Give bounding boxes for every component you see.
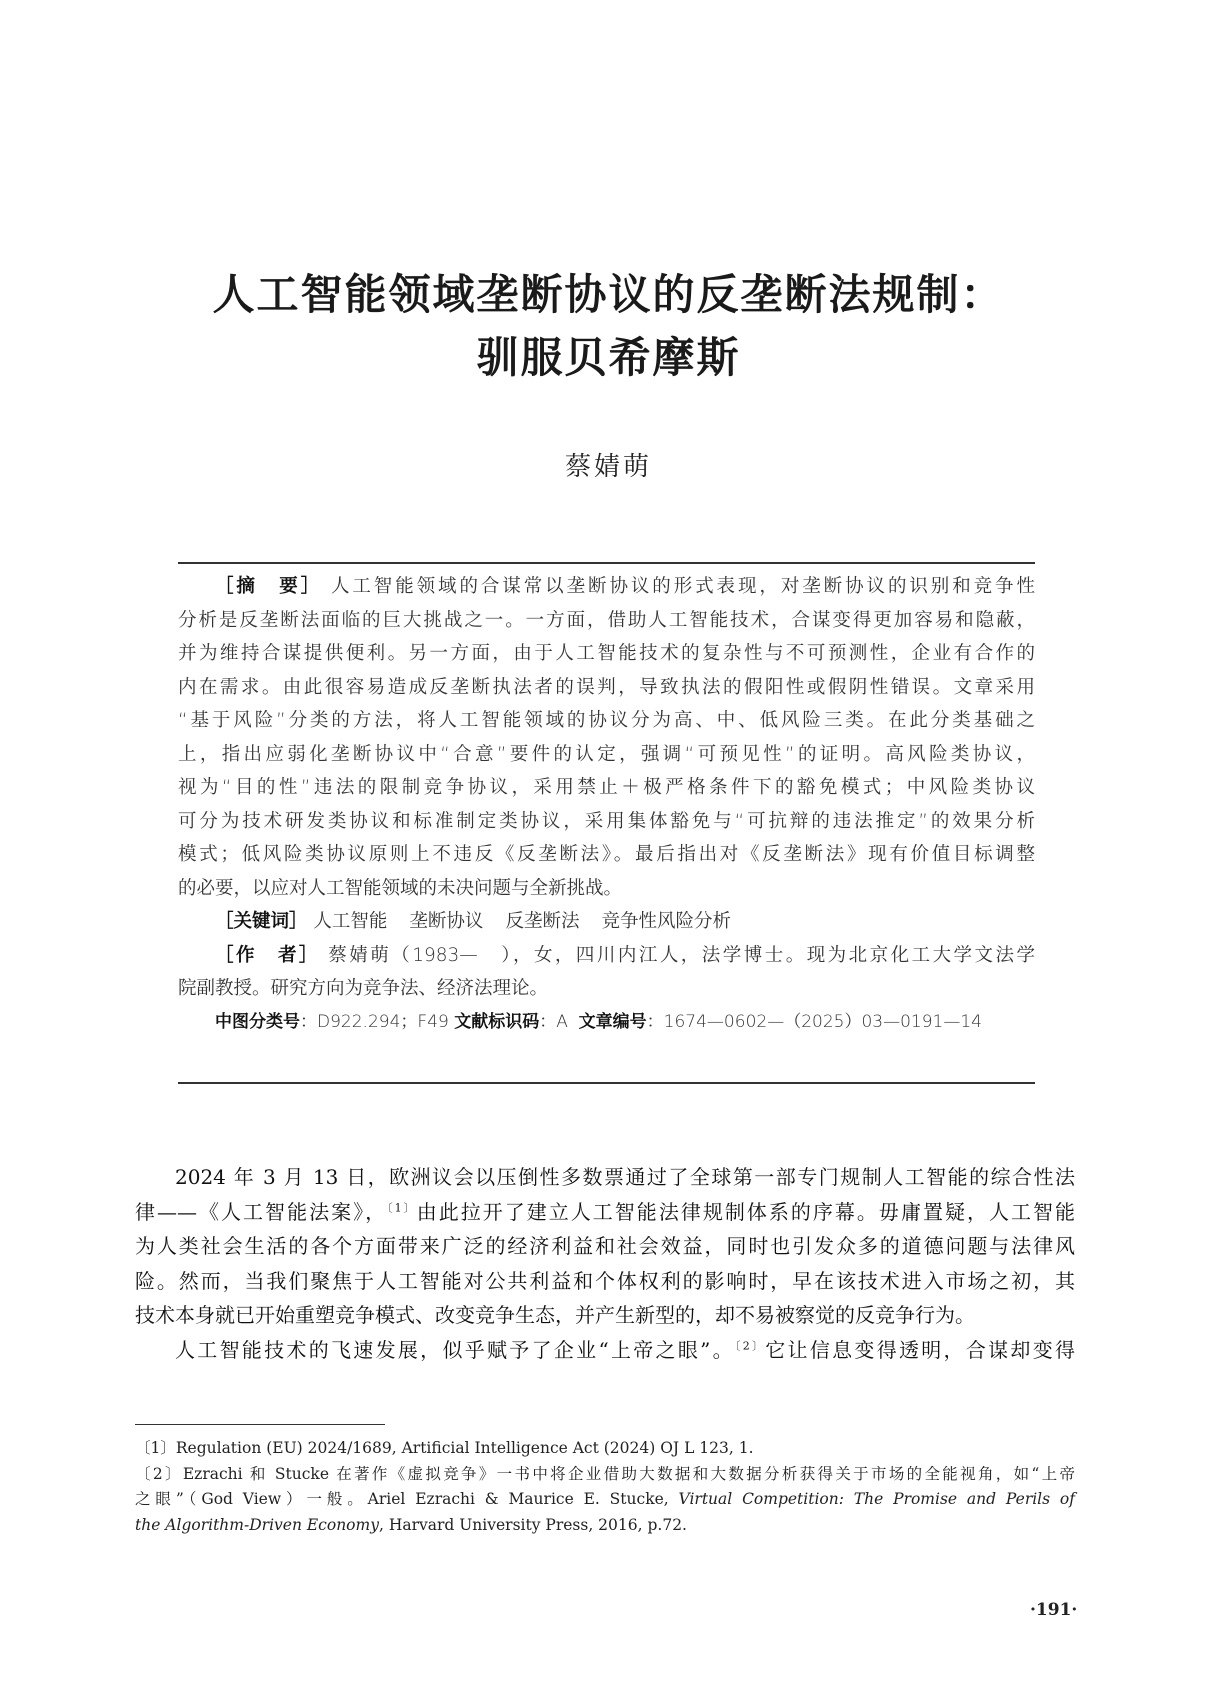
keyword: 竞争性风险分析: [601, 911, 731, 932]
body-line: 2024 年 3 月 13 日，欧洲议会以压倒性多数票通过了全球第一部专门规制人工智能的综合性法: [175, 1165, 1075, 1189]
abstract-block: [178, 570, 1035, 1039]
footnote-2-line2: [135, 1487, 1075, 1513]
author-name: 蔡婧萌: [564, 452, 652, 482]
fn-text: 之眼”（God View）一般。Ariel Ezrachi & Maurice E. Stucke,: [135, 1490, 679, 1508]
footnote-rule: [135, 1424, 385, 1425]
fn-book-title: the Algorithm-Driven Economy: [135, 1515, 379, 1534]
abstract-line: 可分为技术研发类协议和标准制定类协议，采用集体豁免与“可抗辩的违法推定”的效果分析: [178, 810, 1035, 832]
abstract-line: 并为维持合谋提供便利。另一方面，由于人工智能技术的复杂性与不可预测性，企业有合作的: [178, 643, 1035, 664]
body-text: [135, 1160, 1075, 1367]
author-info-line2: 院副教授。研究方向为竞争法、经济法理论。: [178, 978, 549, 999]
abstract-line: 分析是反垄断法面临的巨大挑战之一。一方面，借助人工智能技术，合谋变得更加容易和隐蔽，: [178, 609, 1035, 631]
footnote-2-line3: [135, 1513, 1075, 1539]
top-rule: [178, 562, 1035, 564]
body-text-span: 由此拉开了建立人工智能法律规制体系的序幕。毋庸置疑，人工智能: [416, 1199, 1076, 1224]
abstract-line: 上，指出应弱化垄断协议中“合意”要件的认定，强调“可预见性”的证明。高风险类协议，: [178, 743, 1035, 765]
abstract-label: ［摘 要］: [215, 576, 323, 597]
fn-book-title: Virtual Competition: The Promise and Perils of: [678, 1490, 1076, 1508]
keyword: 反垄断法: [505, 911, 580, 932]
footnote-1: 〔1〕Regulation (EU) 2024/1689, Artificial Intelligence Act (2024) OJ L 123, 1.: [135, 1439, 754, 1457]
keyword: 人工智能: [313, 911, 388, 932]
abstract-line: 模式；低风险类协议原则上不违反《反垄断法》。最后指出对《反垄断法》现有价值目标调整: [178, 844, 1035, 865]
author-info-text: 蔡婧萌（1983— ），女，四川内江人，法学博士。现为北京化工大学文法学: [328, 944, 1035, 966]
fn-text: , Harvard University Press, 2016, p.72.: [378, 1515, 687, 1534]
abstract-line: 的必要，以应对人工智能领域的未决问题与全新挑战。: [178, 877, 623, 899]
body-text-span: 人工智能技术的飞速发展，似乎赋予了企业“上帝之眼”。: [175, 1337, 735, 1362]
footnote-ref-1[interactable]: 〔1〕: [387, 1200, 417, 1214]
clc-label: 中图分类号: [215, 1011, 300, 1032]
classification-line: [178, 1006, 1035, 1040]
footnote-ref-2[interactable]: 〔2〕: [734, 1338, 766, 1352]
doc-code-value: ：A: [539, 1011, 568, 1032]
article-title-line1: 人工智能领域垄断协议的反垄断法规制：: [212, 270, 1005, 319]
body-line: 险。然而，当我们聚焦于人工智能对公共利益和个体权利的影响时，早在该技术进入市场之初，其: [135, 1268, 1075, 1293]
footnotes: [135, 1436, 1075, 1538]
keywords-label: ［关键词］: [215, 911, 308, 932]
body-line: 为人类社会生活的各个方面带来广泛的经济利益和社会效益，同时也引发众多的道德问题与法律风: [135, 1234, 1075, 1258]
article-title-line2: 驯服贝希摩斯: [476, 333, 741, 382]
clc-value: ：D922.294；F49: [300, 1011, 449, 1032]
body-line: 技术本身就已开始重塑竞争模式、改变竞争生态，并产生新型的，却不易被察觉的反竞争行为。: [135, 1303, 975, 1327]
body-text-span: 它让信息变得透明，合谋却变得: [765, 1337, 1075, 1362]
article-number-value: ：1674—0602—（2025）03—0191—14: [646, 1011, 982, 1032]
body-line: [135, 1195, 1075, 1230]
page-number: ·191·: [1030, 1600, 1078, 1620]
abstract-line: “基于风险”分类的方法，将人工智能领域的协议分为高、中、低风险三类。在此分类基础之: [178, 710, 1035, 731]
keyword: 垄断协议: [409, 911, 484, 932]
abstract-line: 内在需求。由此很容易造成反垄断执法者的误判，导致执法的假阳性或假阴性错误。文章采用: [178, 676, 1035, 698]
author-info-label: ［作 者］: [215, 944, 320, 966]
abstract-line: [178, 570, 1035, 604]
abstract-text: 人工智能领域的合谋常以垄断协议的形式表现，对垄断协议的识别和竞争性: [330, 576, 1035, 597]
keywords: [178, 905, 1035, 939]
abstract-line: 视为“目的性”违法的限制竞争协议，采用禁止＋极严格条件下的豁免模式；中风险类协议: [178, 777, 1035, 798]
footnote-2-line1: 〔2〕Ezrachi 和 Stucke 在著作《虚拟竞争》一书中将企业借助大数据和大数据分析获得关于市场的全能视角，如“上帝: [135, 1464, 1075, 1483]
body-line: [135, 1333, 1075, 1368]
doc-code-label: 文献标识码: [454, 1011, 540, 1032]
author-info: [178, 939, 1035, 973]
article-number-label: 文章编号: [578, 1011, 647, 1032]
bottom-rule: [178, 1082, 1035, 1084]
body-text-span: 律——《人工智能法案》，: [135, 1199, 388, 1224]
